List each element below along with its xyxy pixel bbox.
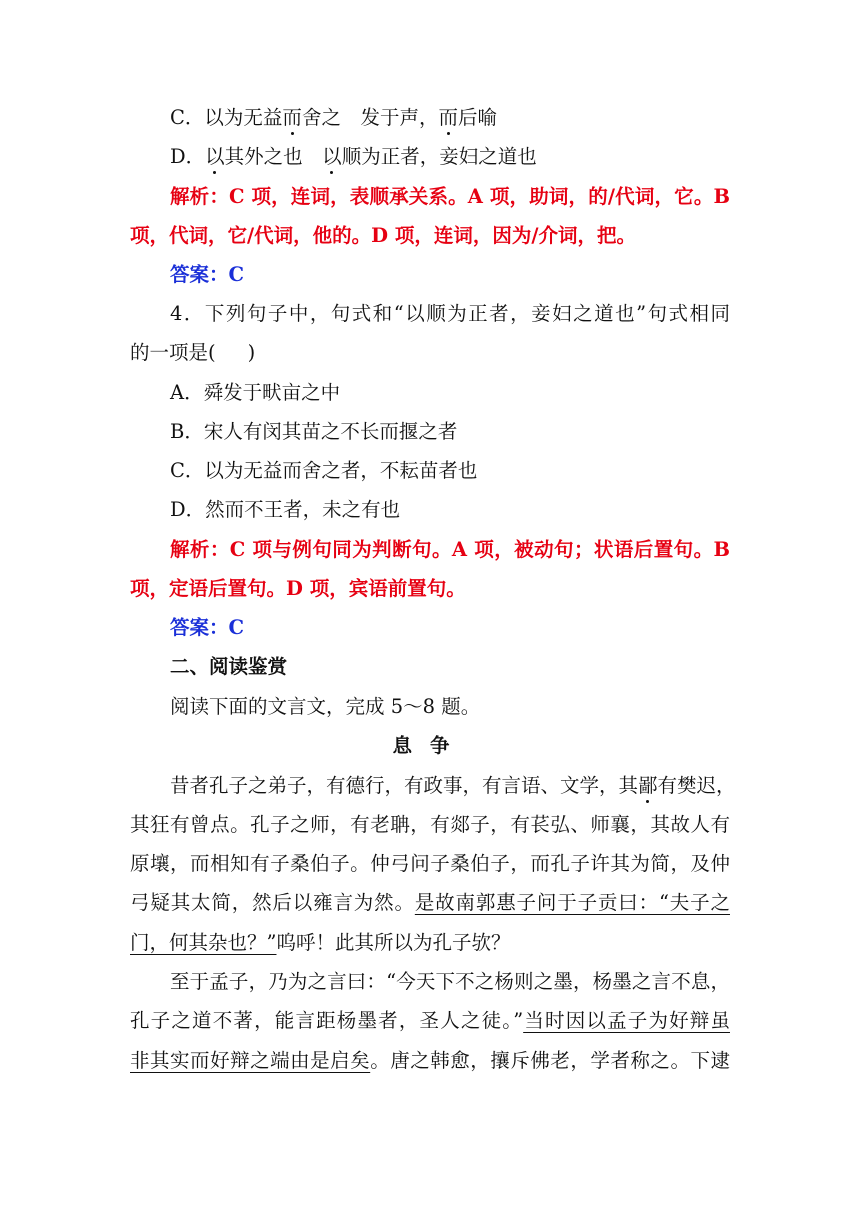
emphasis-char: 而 bbox=[282, 103, 302, 133]
option-text: C．以为无益 bbox=[170, 106, 283, 129]
underlined-sentence: 门，何其杂也？” bbox=[130, 931, 277, 954]
q3-answer: 答案：C bbox=[170, 263, 245, 286]
option-text: 顺为正者，妾妇之道也 bbox=[341, 145, 537, 168]
option-text: 其外之也 bbox=[224, 145, 323, 168]
option-text: 舍之 发于声， bbox=[301, 106, 439, 129]
passage-text: 有樊迟， bbox=[657, 774, 736, 797]
underlined-sentence: 非其实而好辩之端由是启矣 bbox=[130, 1049, 371, 1072]
passage-text: 孔子之道不著，能言距杨墨者，圣人之徒。” bbox=[130, 1009, 524, 1032]
q4-option-b: B．宋人有闵其苗之不长而揠之者 bbox=[170, 420, 458, 443]
q3-analysis-line-1: 解析：C 项，连词，表顺承关系。A 项，助词，的/代词，它。B bbox=[170, 185, 730, 208]
passage-text: 弓疑其太简，然后以雍言为然。 bbox=[130, 891, 415, 914]
q4-option-d: D．然而不王者，未之有也 bbox=[170, 498, 401, 521]
q4-analysis-line-1: 解析：C 项与例句同为判断句。A 项，被动句；状语后置句。B bbox=[170, 538, 730, 561]
passage-p1-line-1 bbox=[170, 771, 736, 801]
passage-p1-line-4 bbox=[130, 888, 730, 918]
emphasis-char: 以 bbox=[322, 142, 342, 172]
passage-p2-line-2 bbox=[130, 1006, 730, 1036]
passage-text: 呜呼！此其所以为孔子欤？ bbox=[276, 931, 511, 954]
passage-text: 。唐之韩愈，攘斥佛老，学者称之。下逮 bbox=[370, 1049, 730, 1072]
q3-option-d bbox=[170, 142, 730, 172]
emphasis-char: 而 bbox=[438, 103, 458, 133]
stem-text: ) bbox=[247, 341, 256, 364]
passage-p1-line-2: 其狂有曾点。孔子之师，有老聃，有郯子，有苌弘、师襄，其故人有 bbox=[130, 813, 730, 836]
q4-stem-line-1: 4．下列句子中，句式和“以顺为正者，妾妇之道也”句式相同 bbox=[170, 302, 730, 325]
q4-analysis-line-2: 项，定语后置句。D 项，宾语前置句。 bbox=[130, 577, 466, 600]
emphasis-char: 鄙 bbox=[638, 771, 658, 801]
passage-p2-line-1: 至于孟子，乃为之言曰：“今天下不之杨则之墨，杨墨之言不息， bbox=[170, 970, 730, 993]
q4-option-a: A．舜发于畎亩之中 bbox=[170, 381, 341, 404]
stem-text: 的一项是( bbox=[130, 341, 216, 364]
passage-title: 息争 bbox=[392, 734, 468, 757]
passage-p1-line-3: 原壤，而相知有子桑伯子。仲弓问子桑伯子，而孔子许其为简，及仲 bbox=[130, 852, 730, 875]
underlined-sentence: 是故南郭惠子问于子贡曰：“夫子之 bbox=[414, 891, 730, 914]
q3-option-c bbox=[170, 103, 730, 133]
emphasis-char: 以 bbox=[205, 142, 225, 172]
q4-stem-line-2 bbox=[130, 338, 730, 368]
option-text: 后喻 bbox=[457, 106, 497, 129]
passage-p2-line-3 bbox=[130, 1046, 730, 1076]
q3-analysis-line-2: 项，代词，它/代词，他的。D 项，连词，因为/介词，把。 bbox=[130, 224, 636, 247]
passage-text: 昔者孔子之弟子，有德行，有政事，有言语、文学，其 bbox=[170, 774, 639, 797]
option-text: D． bbox=[170, 145, 206, 168]
section-heading: 二、阅读鉴赏 bbox=[170, 655, 288, 678]
q4-option-c: C．以为无益而舍之者，不耘苗者也 bbox=[170, 459, 478, 482]
section-instruction: 阅读下面的文言文，完成 5～8 题。 bbox=[170, 695, 481, 718]
underlined-sentence: 当时因以孟子为好辩虽 bbox=[523, 1009, 730, 1032]
passage-p1-line-5 bbox=[130, 928, 730, 958]
q4-answer: 答案：C bbox=[170, 616, 245, 639]
